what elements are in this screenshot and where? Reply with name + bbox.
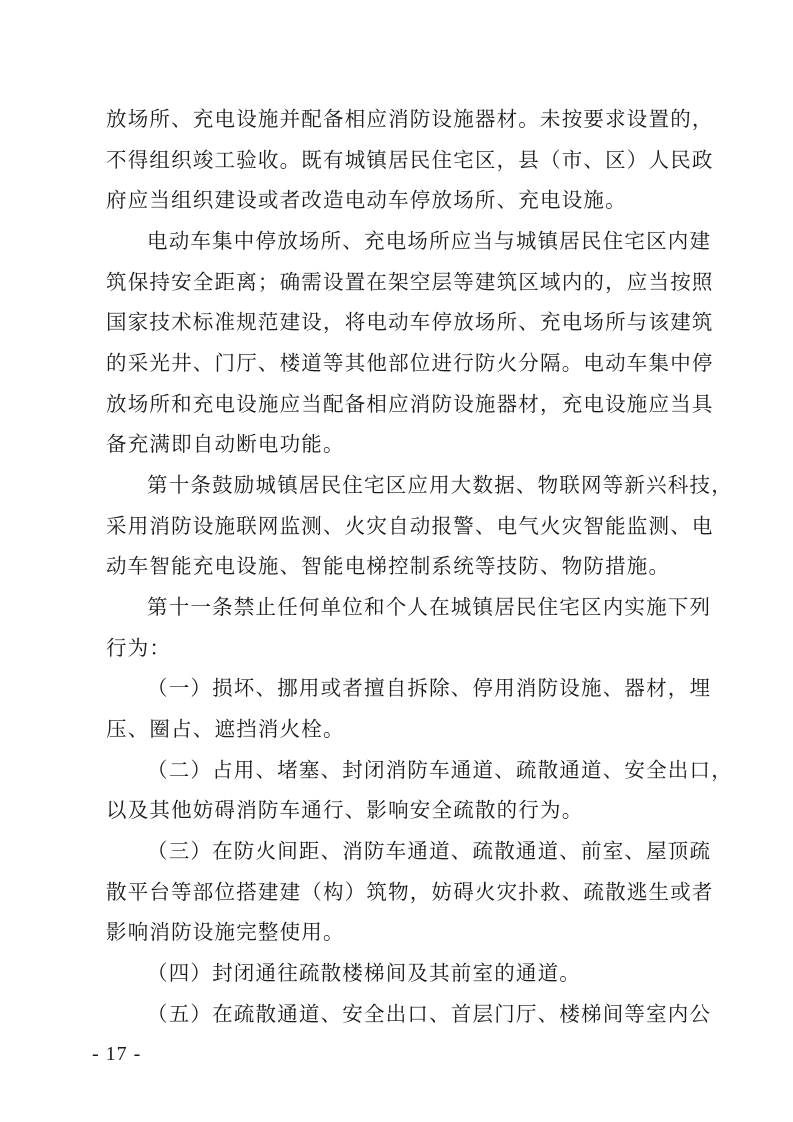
paragraph-start-line: （一）损坏、挪用或者擅自拆除、停用消防设施、器材，埋 [147,676,712,700]
paragraph-start-line: （四）封闭通往疏散楼梯间及其前室的通道。 [147,961,581,985]
paragraph-start-line: （二）占用、堵塞、封闭消防车通道、疏散通道、安全出口， [147,758,733,782]
text-line: 放场所和充电设施应当配备相应消防设施器材，充电设施应当具 [106,392,714,416]
text-line: 散平台等部位搭建建（构）筑物，妨碍火灾扑救、疏散逃生或者 [106,880,714,904]
text-line: 不得组织竣工验收。既有城镇居民住宅区，县（市、区）人民政 [106,148,714,172]
text-line: 压、圈占、遮挡消火栓。 [106,717,345,741]
paragraph-start-line: 第十一条禁止任何单位和个人在城镇居民住宅区内实施下列 [147,595,712,619]
text-line: 采用消防设施联网监测、火灾自动报警、电气火灾智能监测、电 [106,514,714,538]
text-line: 国家技术标准规范建设，将电动车停放场所、充电场所与该建筑 [106,310,714,334]
page-number: - 17 - [92,1043,142,1065]
paragraph-start-line: 电动车集中停放场所、充电场所应当与城镇居民住宅区内建 [147,229,712,253]
text-line: 影响消防设施完整使用。 [106,920,345,944]
text-line: 筑保持安全距离；确需设置在架空层等建筑区域内的，应当按照 [106,270,714,294]
text-line: 备充满即自动断电功能。 [106,432,345,456]
text-line: 放场所、充电设施并配备相应消防设施器材。未按要求设置的， [106,107,714,131]
text-line: 府应当组织建设或者改造电动车停放场所、充电设施。 [106,188,627,212]
text-line: 动车智能充电设施、智能电梯控制系统等技防、物防措施。 [106,554,671,578]
paragraph-start-line: 第十条鼓励城镇居民住宅区应用大数据、物联网等新兴科技， [147,473,733,497]
paragraph-start-line: （三）在防火间距、消防车通道、疏散通道、前室、屋顶疏 [147,839,712,863]
paragraph-start-line: （五）在疏散通道、安全出口、首层门厅、楼梯间等室内公 [147,1002,712,1026]
text-line: 以及其他妨碍消防车通行、影响安全疏散的行为。 [106,798,584,822]
text-line: 的采光井、门厅、楼道等其他部位进行防火分隔。电动车集中停 [106,351,714,375]
text-line: 行为： [106,636,172,660]
